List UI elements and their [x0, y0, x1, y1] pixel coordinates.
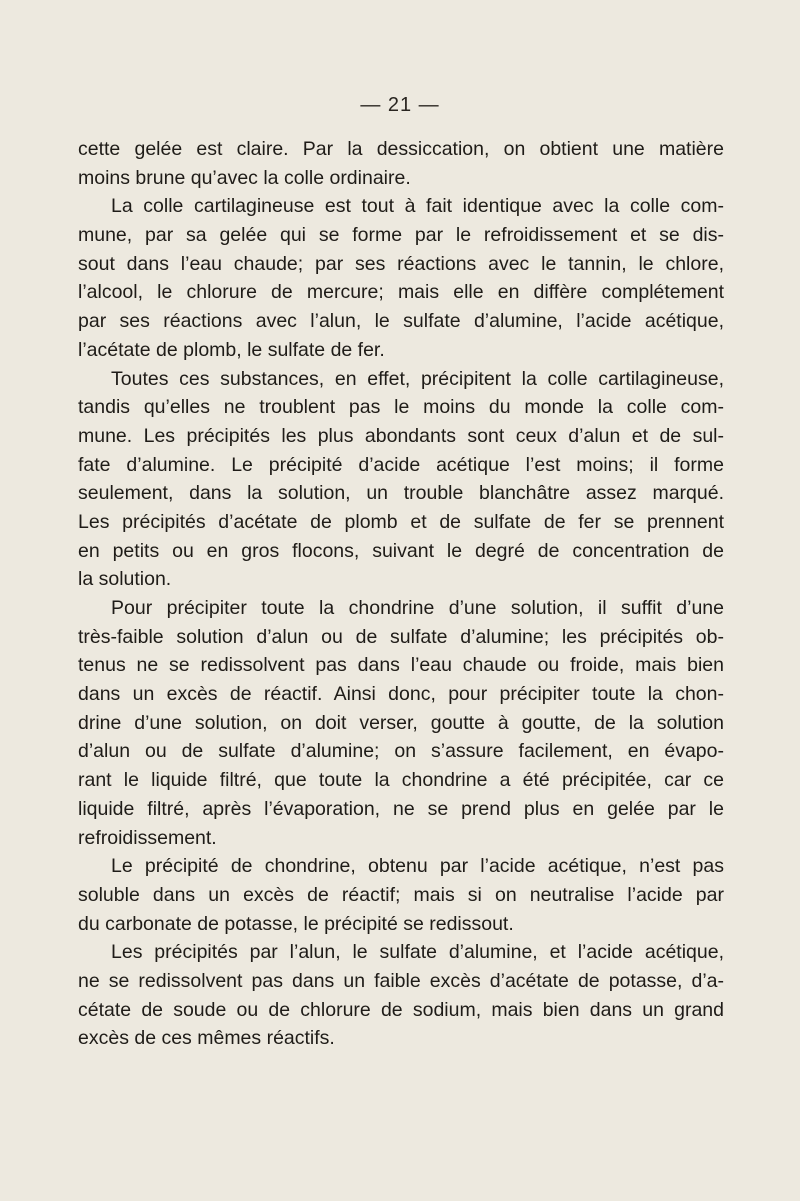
text-line: seulement, dans la solution, un trouble blanchâtre assez marqué. [78, 482, 724, 505]
text-line: Toutes ces substances, en effet, précipitent la colle cartilagineuse, [111, 367, 724, 390]
text-line: très-faible solution d’alun ou de sulfate d’alumine; les précipités ob- [78, 625, 724, 648]
text-line: rant le liquide filtré, que toute la chondrine a été précipitée, car ce [78, 769, 724, 792]
text-line: cétate de soude ou de chlorure de sodium, mais bien dans un grand [78, 998, 724, 1021]
text-line: mune, par sa gelée qui se forme par le refroidissement et se dis- [78, 224, 724, 247]
body-text [78, 135, 724, 1053]
text-line: Pour précipiter toute la chondrine d’une solution, il suffit d’une [111, 597, 724, 619]
text-line: la solution. [78, 568, 172, 591]
text-line: drine d’une solution, on doit verser, goutte à goutte, de la solution [78, 711, 724, 734]
text-line: par ses réactions avec l’alun, le sulfate d’alumine, l’acide acétique, [78, 310, 724, 333]
text-line: tenus ne se redissolvent pas dans l’eau chaude ou froide, mais bien [78, 654, 724, 677]
text-line: l’acétate de plomb, le sulfate de fer. [78, 338, 385, 361]
text-line: tandis qu’elles ne troublent pas le moins du monde la colle com- [78, 396, 724, 419]
text-line: Le précipité de chondrine, obtenu par l’acide acétique, n’est pas [111, 855, 724, 878]
text-line: refroidissement. [78, 826, 217, 849]
text-line: du carbonate de potasse, le précipité se redissout. [78, 912, 514, 935]
text-line: liquide filtré, après l’évaporation, ne se prend plus en gelée par le [78, 797, 724, 820]
text-line: moins brune qu’avec la colle ordinaire. [78, 166, 411, 189]
text-line: La colle cartilagineuse est tout à fait identique avec la colle com- [111, 195, 724, 218]
text-line: excès de ces mêmes réactifs. [78, 1027, 335, 1050]
text-line: l’alcool, le chlorure de mercure; mais elle en diffère complétement [78, 281, 724, 304]
text-line: dans un excès de réactif. Ainsi donc, pour précipiter toute la chon- [78, 683, 724, 706]
text-line: fate d’alumine. Le précipité d’acide acétique l’est moins; il forme [78, 453, 724, 476]
text-line: d’alun ou de sulfate d’alumine; on s’assure facilement, en évapo- [78, 740, 724, 763]
page-number: — 21 — [360, 94, 440, 116]
text-line: Les précipités d’acétate de plomb et de sulfate de fer se prennent [78, 510, 724, 533]
text-line: en petits ou en gros flocons, suivant le degré de concentration de [78, 539, 724, 562]
text-line: Les précipités par l’alun, le sulfate d’alumine, et l’acide acétique, [111, 941, 724, 964]
text-line: cette gelée est claire. Par la dessiccation, on obtient une matière [78, 138, 724, 160]
text-line: mune. Les précipités les plus abondants sont ceux d’alun et de sul- [78, 424, 724, 447]
text-line: sout dans l’eau chaude; par ses réactions avec le tannin, le chlore, [78, 252, 724, 275]
text-line: soluble dans un excès de réactif; mais si on neutralise l’acide par [78, 883, 724, 906]
text-line: ne se redissolvent pas dans un faible excès d’acétate de potasse, d’a- [78, 969, 724, 992]
